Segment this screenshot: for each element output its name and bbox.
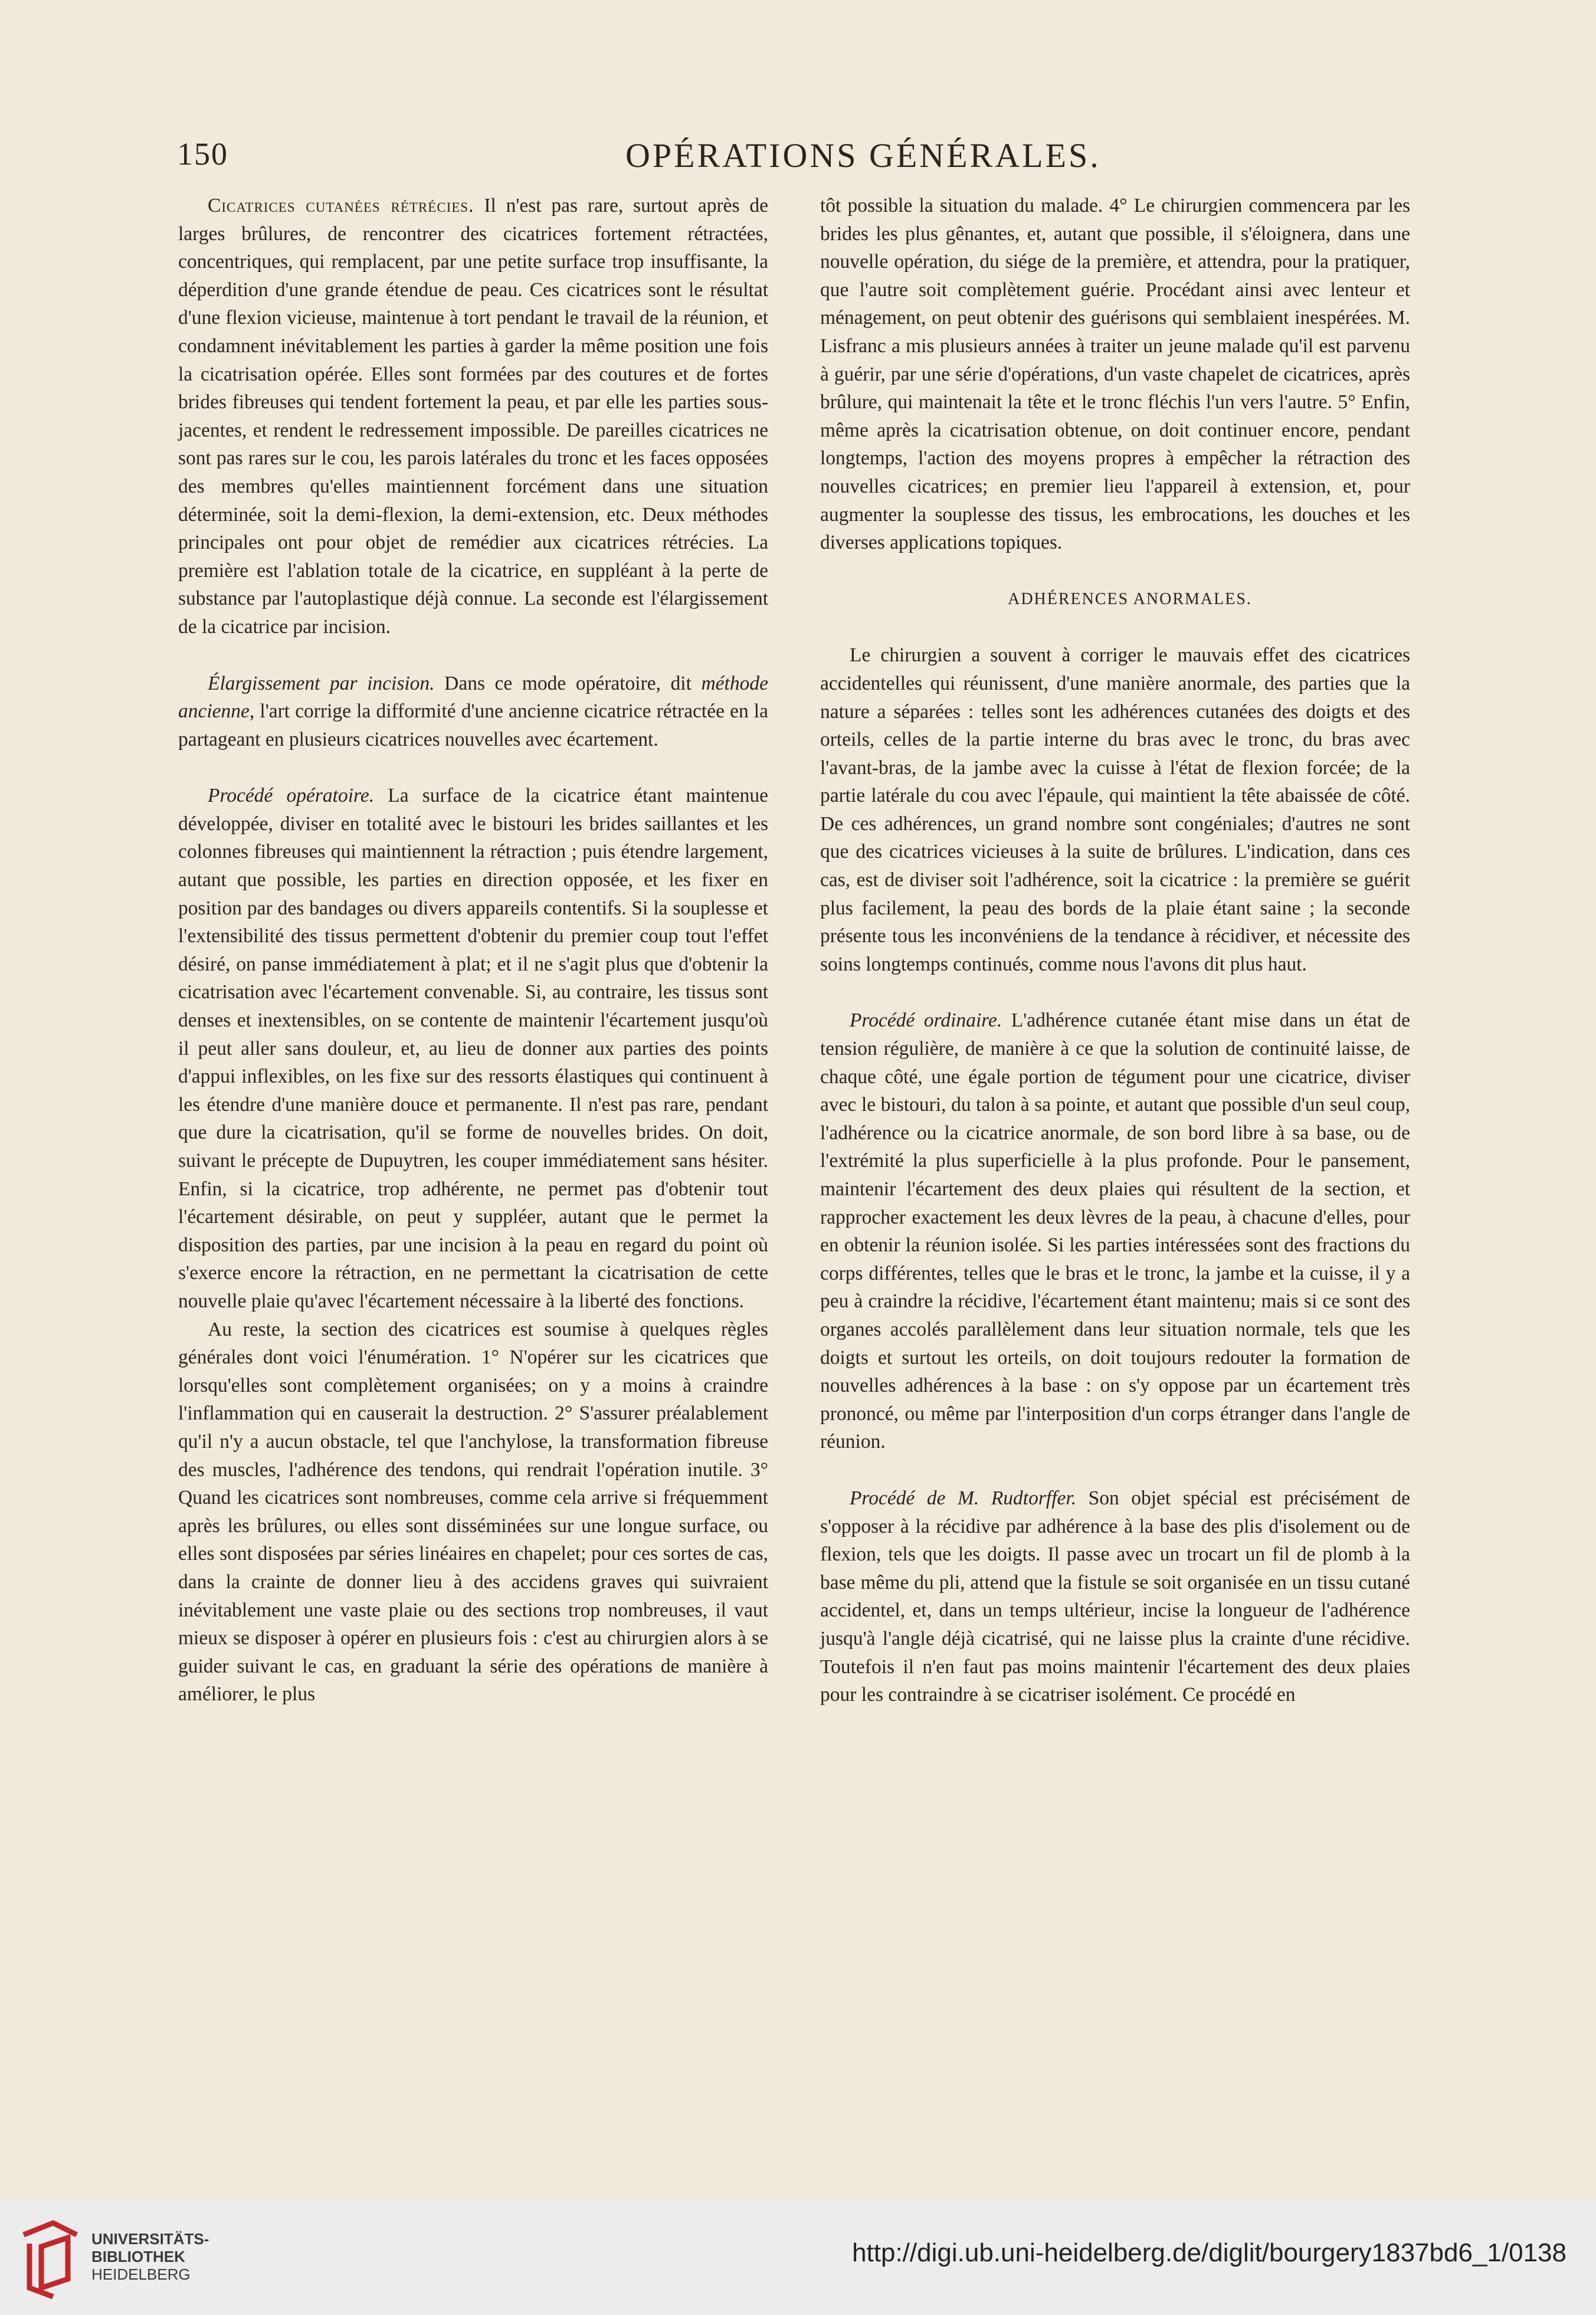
paragraph-lead: Procédé de M. Rudtorffer. [850, 1487, 1077, 1509]
library-name [91, 2230, 209, 2283]
paragraph-lead: Procédé opératoire. [208, 785, 375, 807]
paragraph-lead: Cicatrices cutanées rétrécies. [208, 195, 474, 217]
library-name-line: BIBLIOTHEK [91, 2248, 185, 2265]
paragraph-lead: Élargissement par incision. [208, 672, 435, 694]
right-column [820, 192, 1410, 1709]
paragraph-lead: Procédé ordinaire. [850, 1009, 1002, 1032]
permalink-url[interactable]: http://digi.ub.uni-heidelberg.de/diglit/bourgery1837bd6_1/0138 [852, 2238, 1566, 2267]
running-title: OPÉRATIONS GÉNÉRALES. [625, 136, 1101, 175]
paragraph-continuation: tôt possible la situation du malade. 4° Le chirurgien commencera par les brides les plus gênantes, et, autant que possible, il s'éloignera, dans une nouvelle opération, du siége de la première, et attendra, pour la pratiquer, que l'autre soit complètement guérie. Procédant ainsi avec lenteur et ménagement, on peut obtenir des guérisons qui semblaient inespérées. M. Lisfranc a mis plusieurs années à traiter un jeune malade qu'il est parvenu à guérir, par une série d'opérations, d'un vaste chapelet de cicatrices, après brûlure, qui maintenait la tête et le tronc fléchis l'un vers l'autre. 5° Enfin, même après la cicatrisation obtenue, on doit continuer encore, pendant longtemps, l'action des moyens propres à empêcher la rétraction des nouvelles cicatrices; en premier lieu l'appareil à extension, et, pour augmenter la souplesse des tissus, les embrocations, les douches et les diverses applications topiques. [820, 195, 1410, 554]
paragraph-text: L'adhérence cutanée étant mise dans un état de tension régulière, de manière à ce que la solution de continuité laisse, de chaque côté, une égale portion de tégument pour une cicatrice, diviser avec le bistouri, du talon à sa pointe, et autant que possible d'un seul coup, l'adhérence ou la cicatrice anormale, de son bord libre à sa base, ou de l'extrémité la plus superficielle à la plus profonde. Pour le pansement, maintenir l'écartement des deux plaies qui résultent de la section, et rapprocher exactement les deux lèvres de la peau, à chacune d'elles, pour en obtenir la réunion isolée. Si les parties intéressées sont des fractions du corps différentes, telles que le bras et le tronc, la jambe et la cuisse, il y a peu à craindre la récidive, l'écartement étant maintenu; mais si ce sont des organes accolés parallèlement dans leur situation normale, tels que les doigts et surtout les orteils, on doit toujours redouter la formation de nouvelles adhérences à la base : on s'y oppose par un écartement très prononcé, ou même par l'interposition d'un corps étranger dans l'angle de réunion. [820, 1009, 1410, 1453]
italic-term: méthode ancienne [178, 672, 768, 723]
paragraph-cicatrices [178, 192, 768, 641]
library-footer [0, 2201, 1596, 2315]
page-number: 150 [177, 136, 228, 172]
paragraph-elargissement [178, 670, 768, 754]
paragraph-text: Dans ce mode opératoire, dit [434, 672, 702, 694]
library-name-line: HEIDELBERG [91, 2265, 191, 2283]
paragraph-text: , l'art corrige la difformité d'une ancienne cicatrice rétractée en la partageant en plusieurs cicatrices nouvelles avec écartement. [178, 700, 768, 750]
paragraph-procede-operatoire [178, 782, 768, 1315]
paragraph-text: Il n'est pas rare, surtout après de larges brûlures, de rencontrer des cicatrices fortement rétractées, concentriques, qui remplacent, par une petite surface trop insuffisante, la déperdition d'une grande étendue de peau. Ces cicatrices sont le résultat d'une flexion vicieuse, maintenue à tort pendant le travail de la réunion, et condamnent inévitablement les parties à garder la même position une fois la cicatrisation opérée. Elles sont formées par des coutures et de fortes brides fibreuses qui tendent fortement la peau, et par elle les parties sous-jacentes, et rendent le redressement impossible. De pareilles cicatrices ne sont pas rares sur le cou, les parois latérales du tronc et les faces opposées des membres qu'elles maintiennent forcément dans une situation déterminée, soit la demi-flexion, la demi-extension, etc. Deux méthodes principales ont pour objet de remédier aux cicatrices rétrécies. La première est l'ablation totale de la cicatrice, en suppléant à la perte de substance par l'autoplastique déjà connue. La seconde est l'élargissement de la cicatrice par incision. [178, 195, 768, 638]
paragraph-procede-rudtorffer [820, 1484, 1410, 1709]
library-name-line: UNIVERSITÄTS- [91, 2230, 209, 2248]
paragraph-regles-generales: Au reste, la section des cicatrices est soumise à quelques règles générales dont voici l'énumération. 1° N'opérer sur les cicatrices que lorsqu'elles sont complètement organisées; on y a moins à craindre l'inflammation qui en causerait la destruction. 2° S'assurer préalablement qu'il n'y a aucun obstacle, tel que l'anchylose, la transformation fibreuse des muscles, l'adhérence des tendons, qui rendrait l'opération inutile. 3° Quand les cicatrices sont nombreuses, comme cela arrive si fréquemment après les brûlures, ou elles sont disséminées sur une longue surface, ou elles sont disposées par séries linéaires en chapelet; pour ces sortes de cas, dans la crainte de donner lieu à des accidens graves qui suivraient inévitablement une vaste plaie ou des sections trop nombreuses, il vaut mieux se disposer à opérer en plusieurs fois : c'est au chirurgien alors à se guider suivant le cas, en graduant la série des opérations de manière à améliorer, le plus [178, 1318, 768, 1706]
paragraph-adherences: Le chirurgien a souvent à corriger le mauvais effet des cicatrices accidentelles qui réunissent, d'une manière anormale, des parties que la nature a séparées : telles sont les adhérences cutanées des doigts et des orteils, celles de la partie interne du bras avec le tronc, du bras avec l'avant-bras, de la jambe avec la cuisse à l'état de flexion forcée; de la partie latérale du cou avec l'épaule, qui maintient la tête abaissée de côté. De ces adhérences, un grand nombre sont congéniales; d'autres ne sont que des cicatrices vicieuses à la suite de brûlures. L'indication, dans ces cas, est de diviser soit l'adhérence, soit la cicatrice : la première se guérit plus facilement, la peau des bords de la plaie étant saine ; la seconde présente tous les inconvéniens de la tendance à récidiver, et nécessite des soins longtemps continués, comme nous l'avons dit plus haut. [820, 644, 1410, 975]
paragraph-text: La surface de la cicatrice étant maintenue développée, diviser en totalité avec le bistouri les brides saillantes et les colonnes fibreuses qui maintiennent la rétraction ; puis étendre largement, autant que possible, les parties en direction opposée, et les fixer en position par des bandages ou divers appareils contentifs. Si la souplesse et l'extensibilité des tissus permettent d'obtenir du premier coup tout l'effet désiré, on panse immédiatement à plat; et il ne s'agit plus que d'obtenir la cicatrisation avec l'écartement convenable. Si, au contraire, les tissus sont denses et inextensibles, on se contente de maintenir l'écartement jusqu'où il peut aller sans douleur, et, au lieu de donner aux parties des points d'appui inflexibles, on les fixe sur des ressorts élastiques qui continuent à les étendre d'une manière douce et permanente. Il n'est pas rare, pendant que dure la cicatrisation, qu'il se forme de nouvelles brides. On doit, suivant le précepte de Dupuytren, les couper immédiatement sans hésiter. Enfin, si la cicatrice, trop adhérente, ne permet pas d'obtenir tout l'écartement désirable, on peut y suppléer, autant que le permet la disposition des parties, par une incision à la peau en regard du point où s'exerce encore la rétraction, en ne permettant la cicatrisation de cette nouvelle plaie qu'avec l'écartement nécessaire à la liberté des fonctions. [178, 785, 769, 1312]
page-header [177, 136, 1416, 183]
ub-heidelberg-logo-icon [18, 2217, 83, 2300]
paragraph-text: Son objet spécial est précisément de s'opposer à la récidive par adhérence à la base des plis d'isolement ou de flexion, tels que les doigts. Il passe avec un trocart un fil de plomb à la base même du pli, attend que la fistule se soit organisée en un tissu cutané accidentel, et, dans un temps ultérieur, incise la longueur de l'adhérence jusqu'à l'angle déjà cicatrisé, qui ne laisse plus la crainte d'une récidive. Toutefois il n'en faut pas moins maintenir l'écartement des deux plaies pour les contraindre à se cicatriser isolément. Ce procédé en [820, 1487, 1410, 1706]
paragraph-procede-ordinaire [820, 1006, 1410, 1456]
left-column [178, 192, 768, 1709]
section-heading: ADHÉRENCES ANORMALES. [1008, 589, 1252, 608]
